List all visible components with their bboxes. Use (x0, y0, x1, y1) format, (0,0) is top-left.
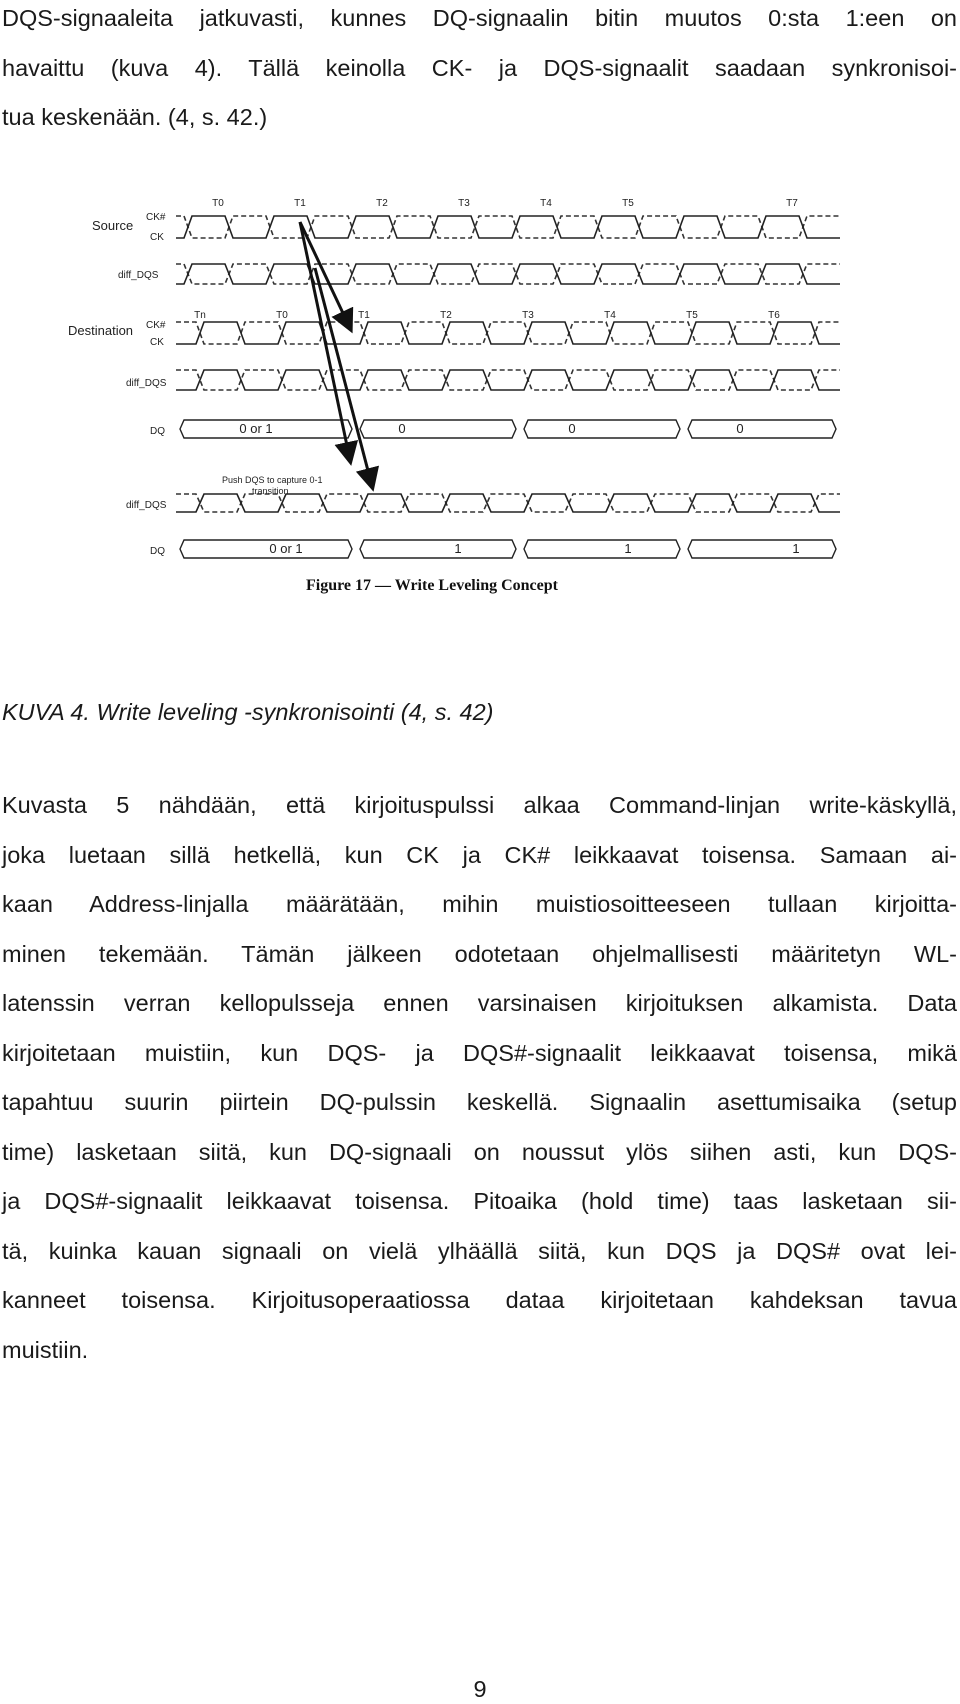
text-line: tua keskenään. (4, s. 42.) (2, 104, 268, 130)
source-clock-ckn-wave (176, 216, 840, 238)
source-tick-label: T0 (212, 198, 224, 209)
dest-ckn-label: CK# (146, 320, 166, 331)
source-dqs-ckn-wave (176, 264, 840, 284)
dest-dqs-ckn-wave (176, 370, 840, 390)
source-tick-label: T1 (294, 198, 306, 209)
dqs2-ck-wave (176, 494, 840, 512)
page-number: 9 (473, 1676, 487, 1702)
dest-tick-label: T3 (522, 310, 534, 321)
dq2-value-label: 1 (624, 541, 632, 556)
source-clock-ck-wave (176, 216, 840, 238)
figure-caption: KUVA 4. Write leveling -synkronisointi (4, s. 42) (2, 699, 494, 725)
dest-tick-label: T4 (604, 310, 616, 321)
text-line: time) lasketaan siitä, kun DQ-signaali on noussut ylös siihen asti, kun DQS- (2, 1138, 957, 1165)
dest-tick-label: T5 (686, 310, 698, 321)
dq-label-1: DQ (150, 426, 165, 437)
text-line: Kuvasta 5 nähdään, että kirjoituspulssi alkaa Command-linjan write-käskyllä, (2, 792, 957, 818)
arrow-3 (315, 268, 372, 486)
source-tick-label: T3 (458, 198, 470, 209)
source-label: Source (92, 218, 134, 233)
dq1-value-label: 0 (736, 421, 744, 436)
dest-clock-ckn-wave (176, 322, 840, 344)
text-line: ja DQS#-signaalit leikkaavat toisensa. Pitoaika (hold time) taas lasketaan sii- (2, 1188, 957, 1214)
dest-tick-label: T0 (276, 310, 288, 321)
text-line: minen tekemään. Tämän jälkeen odotetaan ohjelmallisesti määritetyn WL- (2, 940, 957, 967)
text-line: kaan Address-linjalla määrätään, mihin muistiosoitteeseen tullaan kirjoitta- (2, 891, 957, 917)
text-line: joka luetaan sillä hetkellä, kun CK ja CK# leikkaavat toisensa. Samaan ai- (2, 841, 957, 868)
dest-dqs-ck-wave (176, 370, 840, 390)
dq2-value-label: 1 (454, 541, 462, 556)
dq1-value-label: 0 or 1 (239, 421, 273, 436)
dest-tick-label: T2 (440, 310, 452, 321)
dest-tick-label: Tn (194, 310, 206, 321)
dq-label-2: DQ (150, 546, 165, 557)
text-line: tä, kuinka kauan signaali on vielä ylhäällä siitä, kun DQS ja DQS# ovat lei- (2, 1237, 957, 1264)
source-ck-label: CK (150, 232, 164, 243)
text-line: tapahtuu suurin piirtein DQ-pulssin keskellä. Signaalin asettumisaika (setup (2, 1089, 957, 1115)
push-dqs-note-line-1: Push DQS to capture 0-1 (222, 475, 323, 485)
text-line: latenssin verran kellopulsseja ennen varsinaisen kirjoituksen alkamista. Data (2, 990, 957, 1016)
destination-label: Destination (68, 323, 134, 338)
text-line: DQS-signaaleita jatkuvasti, kunnes DQ-signaalin bitin muutos 0:sta 1:een on (2, 5, 957, 31)
source-tick-label: T5 (622, 198, 634, 209)
dest-tick-label: T6 (768, 310, 780, 321)
source-dqs-ck-wave (176, 264, 840, 284)
figure-title: Figure 17 — Write Leveling Concept (306, 577, 558, 594)
text-line: havaittu (kuva 4). Tällä keinolla CK- ja DQS-signaalit saadaan synkronisoi- (2, 54, 957, 81)
dq2-value-label: 1 (792, 541, 800, 556)
arrow-2 (300, 222, 350, 460)
dqs2-ckn-wave (176, 494, 840, 512)
write-leveling-figure (60, 198, 920, 668)
dest-tick-label: T1 (358, 310, 370, 321)
timing-waveforms (176, 198, 840, 558)
dq1-value-label: 0 (398, 421, 406, 436)
text-line: kirjoitetaan muistiin, kun DQS- ja DQS#-signaalit leikkaavat toisensa, mikä (2, 1039, 957, 1066)
dq1-value-label: 0 (568, 421, 576, 436)
text-line: kanneet toisensa. Kirjoitusoperaatiossa dataa kirjoitetaan kahdeksan tavua (2, 1287, 957, 1313)
source-tick-label: T4 (540, 198, 552, 209)
push-dqs-note-line-2: transition (252, 486, 289, 496)
intro-paragraph (2, 0, 957, 143)
text-line: muistiin. (2, 1336, 89, 1363)
dest-clock-ck-wave (176, 322, 840, 344)
timing-diagram (60, 198, 920, 668)
source-ckn-label: CK# (146, 212, 166, 223)
dest-diff-dqs-label: diff_DQS (126, 378, 167, 389)
dest-ck-label: CK (150, 337, 164, 348)
source-tick-label: T2 (376, 198, 388, 209)
diff-dqs-label-2: diff_DQS (126, 500, 167, 511)
source-tick-label: T7 (786, 198, 798, 209)
source-diff-dqs-label: diff_DQS (118, 270, 159, 281)
dq2-value-label: 0 or 1 (269, 541, 303, 556)
body-paragraph (2, 781, 957, 1375)
